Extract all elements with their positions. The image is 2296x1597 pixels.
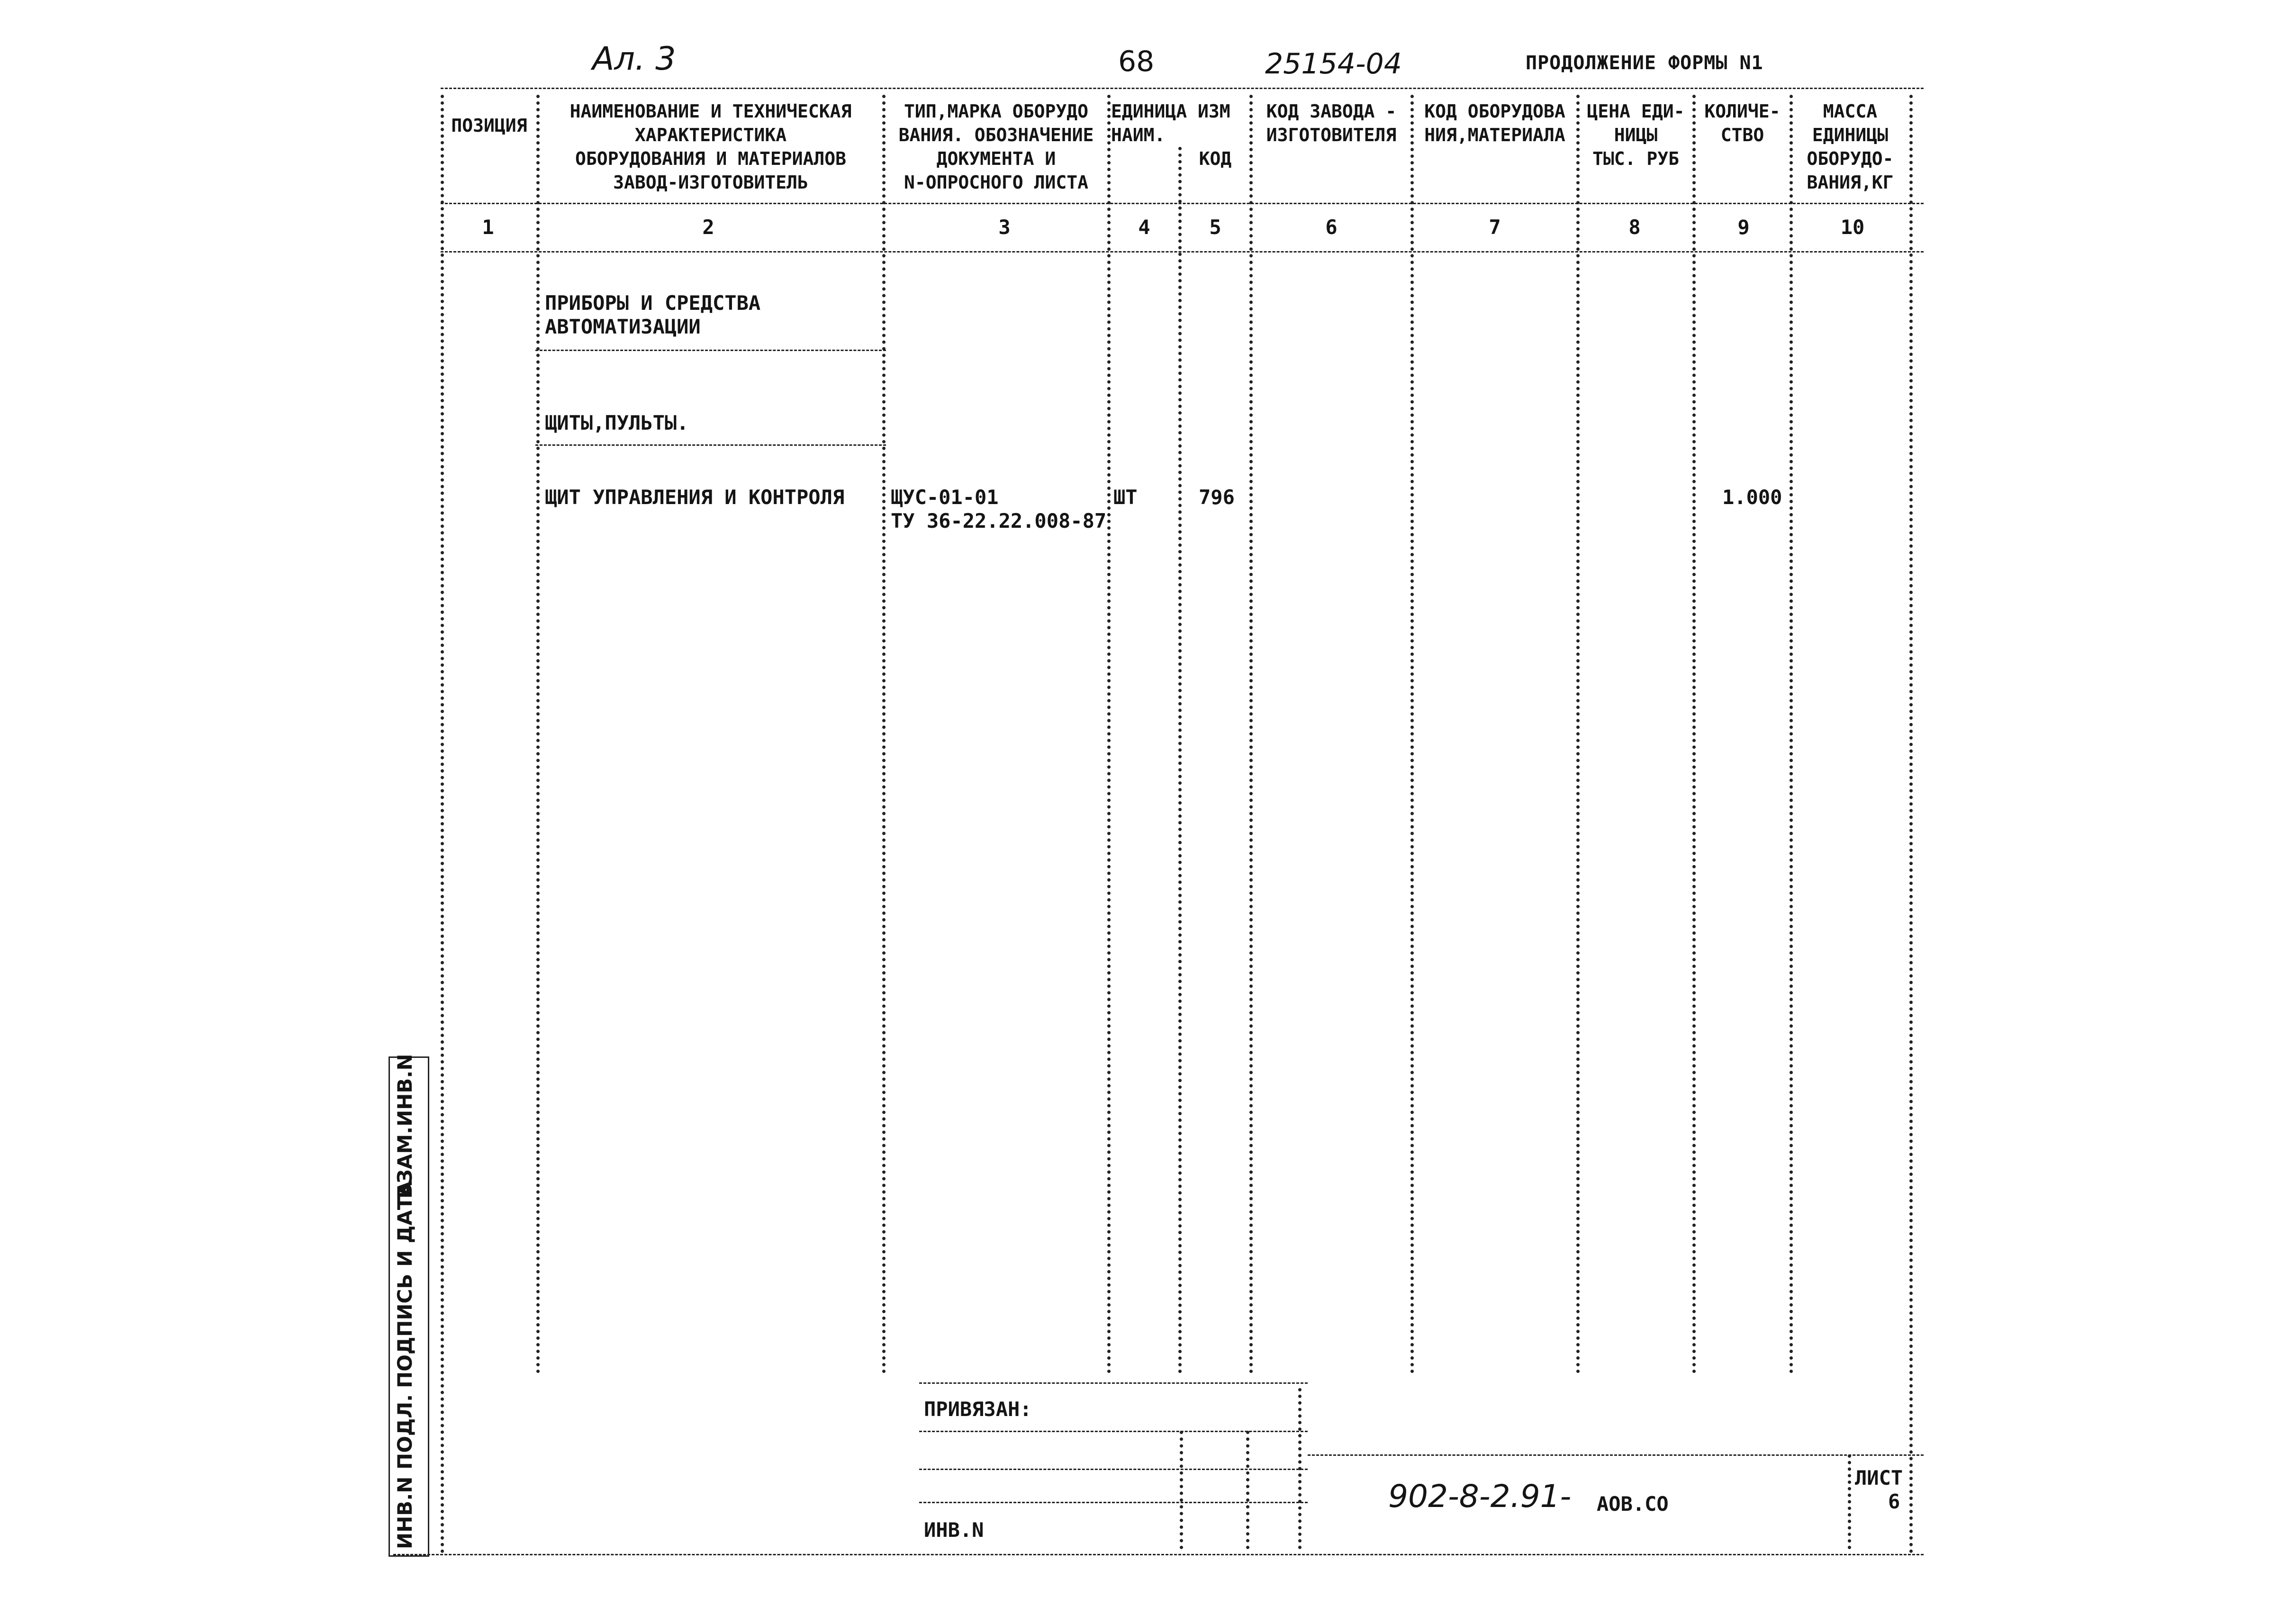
header-col-5: КОД [1199, 148, 1232, 169]
col-sep-3-4 [1107, 95, 1111, 1374]
handwritten-code: 25154-04 [1265, 47, 1402, 81]
header-col-3: ТИП,МАРКА ОБОРУДО ВАНИЯ. ОБОЗНАЧЕНИЕ ДОКУМЕНТА И N-ОПРОСНОГО ЛИСТА [898, 101, 1094, 193]
item-name: ЩИТ УПРАВЛЕНИЯ И КОНТРОЛЯ [545, 486, 845, 509]
column-numbers-bottom-line [441, 251, 1924, 253]
top-border [441, 88, 1924, 89]
title-block-sheet-sep [1848, 1454, 1851, 1549]
bound-box-line2 [919, 1431, 1308, 1432]
item-unit: ШТ [1113, 486, 1138, 509]
bound-sep-b [1246, 1431, 1249, 1549]
column-number-7: 7 [1489, 216, 1501, 239]
col-right-border [1909, 95, 1913, 1554]
section-title-panels: ЩИТЫ,ПУЛЬТЫ. [545, 411, 689, 434]
header-col-1: ПОЗИЦИЯ [451, 115, 527, 136]
col-left-border [441, 95, 444, 1554]
section1-underline [535, 350, 886, 351]
inv-number-label: ИНВ.N [924, 1518, 984, 1542]
column-number-9: 9 [1737, 216, 1750, 239]
page-number: 68 [1118, 45, 1155, 78]
header-bottom-line [441, 203, 1924, 204]
title-block-top [1308, 1454, 1924, 1456]
column-number-4: 4 [1138, 216, 1150, 239]
header-col-7: КОД ОБОРУДОВА НИЯ,МАТЕРИАЛА [1424, 101, 1565, 145]
header-col-4: ЕДИНИЦА ИЗМ НАИМ. [1111, 101, 1230, 145]
section2-underline [535, 444, 886, 446]
column-number-1: 1 [482, 216, 494, 239]
col-sep-1-2 [536, 95, 540, 1374]
document-designation-suffix: АОВ.СО [1597, 1492, 1669, 1516]
side-stamp-signature-date: ПОДПИСЬ И ДАТА [393, 1181, 416, 1388]
side-stamp-replace-inv: ВЗАМ.ИНВ.N [393, 1054, 416, 1199]
column-number-6: 6 [1325, 216, 1338, 239]
sheet-label: ЛИСТ [1855, 1466, 1903, 1489]
col-sep-4-5 [1178, 147, 1182, 1374]
col-sep-6-7 [1410, 95, 1414, 1374]
album-label: Ал. 3 [592, 40, 676, 78]
item-unit-code: 796 [1199, 486, 1235, 509]
col-sep-5-6 [1249, 95, 1253, 1374]
header-col-10: МАССА ЕДИНИЦЫ ОБОРУДО- ВАНИЯ,КГ [1807, 101, 1894, 193]
side-stamp-inv-orig: ИНВ.N ПОДЛ. [393, 1394, 416, 1549]
col-sep-9-10 [1790, 95, 1793, 1374]
col-sep-8-9 [1692, 95, 1696, 1374]
column-number-3: 3 [998, 216, 1011, 239]
section-title-devices: ПРИБОРЫ И СРЕДСТВА [545, 291, 761, 315]
header-col-8: ЦЕНА ЕДИ- НИЦЫ ТЫС. РУБ [1587, 101, 1685, 169]
sheet-number: 6 [1888, 1490, 1900, 1513]
column-number-10: 10 [1840, 216, 1865, 239]
column-number-8: 8 [1628, 216, 1641, 239]
col-sep-7-8 [1576, 95, 1580, 1374]
document-designation-handwritten: 902-8-2.91- [1388, 1478, 1572, 1515]
bound-box-right [1298, 1388, 1302, 1549]
header-col-2: НАИМЕНОВАНИЕ И ТЕХНИЧЕСКАЯ ХАРАКТЕРИСТИКА ОБОРУДОВАНИЯ И МАТЕРИАЛОВ ЗАВОД-ИЗГОТОВИТЕЛЬ [569, 101, 852, 193]
item-document: ТУ 36-22.22.008-87 [891, 509, 1107, 532]
column-number-5: 5 [1209, 216, 1221, 239]
bound-label: ПРИВЯЗАН: [924, 1398, 1032, 1421]
header-col-6: КОД ЗАВОДА - ИЗГОТОВИТЕЛЯ [1266, 101, 1397, 145]
bound-box-top [919, 1382, 1308, 1384]
bound-sep-a [1180, 1431, 1183, 1549]
col-sep-2-3 [882, 95, 886, 1374]
header-col-9: КОЛИЧЕ- СТВО [1704, 101, 1781, 145]
bound-box-line4 [919, 1502, 1308, 1503]
column-number-2: 2 [702, 216, 714, 239]
bottom-border [393, 1554, 1924, 1555]
form-title: ПРОДОЛЖЕНИЕ ФОРМЫ N1 [1526, 52, 1763, 74]
item-type-mark: ЩУС-01-01 [891, 486, 999, 509]
item-quantity: 1.000 [1722, 486, 1782, 509]
bound-box-line3 [919, 1469, 1308, 1470]
section-title-automation: АВТОМАТИЗАЦИИ [545, 315, 701, 338]
